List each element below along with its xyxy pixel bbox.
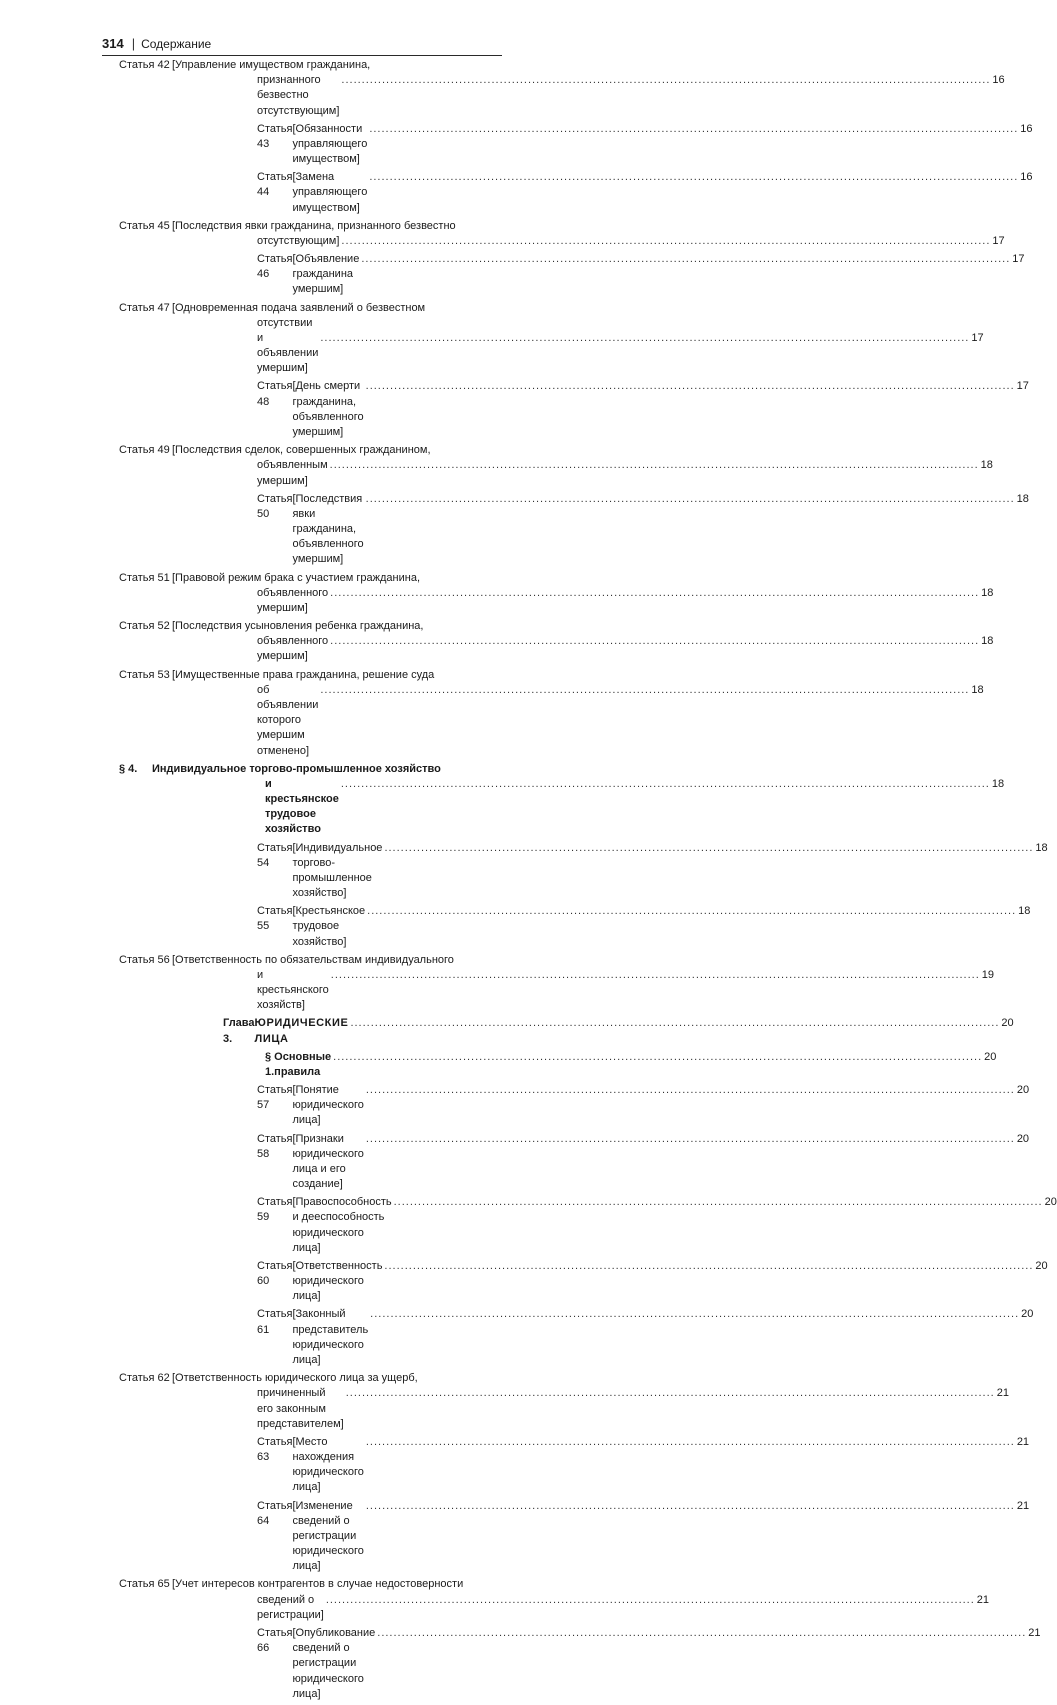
entry-page-number: 21 [976,1593,990,1606]
entry-label: Статья 48 [257,380,293,408]
dot-leader [341,777,990,792]
entry-last-line [257,492,1029,568]
entry-page-number: 18 [1016,492,1029,505]
dot-leader [367,904,1016,919]
entry-line [119,619,502,634]
entry-page-number: 17 [992,234,1005,247]
entry-page-number: 20 [984,1050,997,1063]
entry-last-line [257,1499,1030,1575]
toc-article-entry [102,904,1031,950]
entry-page-number: 20 [1016,1132,1030,1145]
entry-page-number: 18 [971,683,984,696]
toc-article-entry [102,58,1005,119]
entry-label: Статья 50 [257,492,293,520]
dot-leader [330,586,979,601]
entry-last-line [257,904,1031,950]
dot-leader [366,1083,1015,1098]
dot-leader [330,458,979,473]
page-number: 314 [102,36,124,51]
entry-title-text: [Последствия явки гражданина, признанного безвестно [172,219,456,232]
entry-title-text: причиненный его законным представителем] [257,1387,344,1430]
entry-title-text: объявленного умершим] [257,586,329,614]
entry-label: Статья 42 [119,59,170,71]
entry-label: Статья 59 [257,1196,293,1224]
entry-label: Статья 64 [257,1499,293,1527]
entry-last-line [257,1259,1048,1305]
dot-leader [384,1259,1033,1274]
entry-last-line [257,379,1029,440]
entry-title-text: [Последствия явки гражданина, объявленного умершим] [292,492,364,566]
entry-title-text: [Опубликование сведений о регистрации юридического лица] [292,1626,376,1700]
entry-last-line [257,234,1005,249]
entry-label: Статья 56 [119,953,170,966]
entry-line [119,443,502,458]
dot-leader [333,1050,982,1065]
entry-line [119,219,502,234]
entry-title-text: [Ответственность юридического лица] [292,1259,383,1303]
entry-title-text: [Законный представитель юридического лица] [292,1308,369,1367]
entry-last-line [257,683,984,759]
entry-page-number: 21 [1016,1499,1030,1512]
entry-title-text: объявленного умершим] [257,635,329,663]
entry-page-number: 18 [981,586,994,599]
entry-title-text: [Крестьянское трудовое хозяйство] [292,905,366,948]
entry-label: Статья 66 [257,1626,293,1655]
entry-page-number: 18 [981,635,994,648]
entry-page-number: 16 [1020,171,1033,184]
entry-last-line [257,170,1033,216]
entry-title-text: [Замена управляющего имуществом] [292,171,368,214]
entry-page-number: 17 [1016,380,1029,393]
dot-leader [369,170,1018,185]
entry-title-text: [Последствия сделок, совершенных гражданином, [172,444,431,457]
entry-label: Статья 57 [257,1084,293,1112]
entry-title-text: и крестьянское трудовое хозяйство [265,777,339,836]
dot-leader [366,1132,1015,1147]
entry-label: Статья 45 [119,219,170,232]
entry-title-text: [Понятие юридического лица] [292,1084,364,1127]
entry-line [119,953,502,968]
entry-title-text: объявленным умершим] [257,459,328,487]
entry-last-line [265,777,1005,838]
entry-last-line [257,968,995,1014]
entry-label: Статья 55 [257,905,293,933]
entry-title-text: ЮРИДИЧЕСКИЕ ЛИЦА [254,1017,349,1045]
entry-title-text: и объявлении умершим] [257,331,319,375]
toc-section-entry [102,1050,997,1080]
entry-label: Статья 54 [257,841,293,869]
toc-article-entry [102,252,1025,298]
entry-title-text: [Место нахождения юридического лица] [292,1435,364,1494]
toc-article-entry [102,443,993,489]
dot-leader [361,252,1010,267]
entry-page-number: 20 [1016,1084,1030,1097]
toc-article-entry [102,1307,1034,1368]
dot-leader [341,234,990,249]
entry-label: Статья 44 [257,171,293,199]
entry-page-number: 21 [1016,1435,1030,1448]
entry-title-text: [Правоспособность и дееспособность юридического лица] [292,1196,392,1254]
dot-leader [394,1195,1043,1210]
entry-page-number: 17 [1012,253,1025,265]
entry-label: Статья 51 [119,571,170,584]
entry-title-text: [Правовой режим брака с участием гражданина, [172,571,421,584]
dot-leader [331,968,980,983]
entry-title-text: Индивидуальное торгово-промышленное хозяйство [152,762,441,775]
entry-page-number: 19 [981,968,995,981]
entry-title-text: [Изменение сведений о регистрации юридического лица] [292,1499,364,1573]
entry-title-text: [Одновременная подача заявлений о безвестном отсутствии [172,301,426,329]
entry-line [119,1371,502,1386]
entry-label: Статья 47 [119,301,170,314]
entry-page-number: 18 [991,777,1005,790]
toc-article-entry [102,571,994,617]
entry-last-line [257,73,1005,119]
entry-title-text: [Последствия усыновления ребенка гражданина, [172,620,424,633]
dot-leader [366,379,1015,394]
entry-last-line [257,1626,1041,1702]
entry-label: Статья 65 [119,1578,170,1591]
entry-last-line [257,1435,1030,1496]
dot-leader [366,1435,1015,1450]
toc-chapter-entry [102,1016,1014,1046]
entry-label: § 1. [265,1050,275,1078]
entry-label: Статья 49 [119,444,170,457]
entry-page-number: 20 [1021,1308,1034,1321]
toc-article-entry [102,122,1033,168]
toc-article-entry [102,1499,1030,1575]
table-of-contents [102,58,1057,1705]
dot-leader [366,492,1015,507]
entry-title-text: сведений о регистрации] [257,1593,324,1621]
entry-label: Статья 46 [257,253,293,281]
entry-last-line [257,841,1048,902]
dot-leader [346,1386,995,1401]
entry-label: Статья 43 [257,122,293,150]
entry-line [119,58,502,73]
toc-article-entry [102,1083,1030,1129]
entry-label: Статья 63 [257,1435,293,1464]
entry-last-line [257,458,993,488]
entry-page-number: 16 [992,74,1005,87]
dot-leader [366,1499,1015,1514]
entry-last-line [257,1307,1034,1368]
entry-page-number: 16 [1020,122,1033,135]
dot-leader [350,1016,999,1031]
toc-article-entry [102,1195,1057,1256]
entry-last-line [257,252,1025,298]
entry-line [119,1577,502,1592]
entry-label: Статья 62 [119,1372,170,1385]
toc-article-entry [102,1132,1030,1193]
entry-title-text: [Обязанности управляющего имуществом] [292,122,368,166]
entry-last-line [257,586,994,616]
entry-last-line [257,122,1033,168]
entry-label: Статья 58 [257,1132,293,1160]
running-title: Содержание [141,37,212,51]
running-header [102,33,502,56]
entry-last-line [257,331,984,377]
entry-label: Статья 60 [257,1259,293,1288]
entry-last-line [257,1132,1030,1193]
toc-article-entry [102,170,1033,216]
toc-article-entry [102,1371,1009,1432]
dot-leader [384,841,1033,856]
entry-line [119,571,502,586]
entry-label: § 4. [119,762,138,775]
entry-page-number: 20 [1001,1017,1014,1030]
dot-leader [330,634,979,649]
entry-title-text: признанного безвестно отсутствующим] [257,74,340,117]
toc-article-entry [102,1626,1041,1702]
toc-article-entry [102,1435,1030,1496]
entry-last-line [257,1195,1057,1256]
entry-title-text: [Учет интересов контрагентов в случае недостоверности [172,1578,464,1591]
toc-article-entry [102,668,984,759]
entry-label: Статья 52 [119,620,170,633]
entry-line [119,301,502,331]
entry-page-number: 21 [1028,1626,1041,1639]
entry-label: Глава 3. [223,1017,255,1045]
dot-leader [326,1593,975,1608]
dot-leader [320,331,969,346]
entry-last-line [223,1016,1014,1046]
entry-title-text: [Признаки юридического лица и его создание] [292,1132,364,1191]
entry-line [119,668,502,683]
dot-leader [320,683,969,698]
entry-last-line [265,1050,997,1080]
entry-title-text: [День смерти гражданина, объявленного умершим] [292,380,364,439]
entry-title-text: [Ответственность по обязательствам индивидуального [172,953,454,966]
entry-page-number: 17 [971,331,984,344]
entry-page-number: 21 [996,1387,1009,1400]
entry-page-number: 20 [1044,1196,1057,1209]
toc-article-entry [102,619,994,665]
entry-title-text: [Ответственность юридического лица за ущерб, [172,1372,418,1385]
entry-title-text: об объявлении которого умершим отменено] [257,683,319,757]
entry-title-text: Основные правила [274,1050,332,1078]
entry-page-number: 18 [1018,905,1031,918]
entry-last-line [257,1083,1030,1129]
toc-section-entry [102,762,1005,838]
dot-leader [341,73,990,88]
entry-label: Статья 61 [257,1308,293,1336]
entry-title-text: [Имущественные права гражданина, решение суда [172,668,435,681]
entry-title-text: [Объявление гражданина умершим] [292,253,360,296]
entry-page-number: 18 [1035,841,1048,854]
entry-line [119,762,502,777]
dot-leader [377,1626,1026,1641]
entry-page-number: 18 [980,459,993,472]
dot-leader [370,1307,1019,1322]
entry-title-text: [Индивидуальное торгово-промышленное хозяйство] [292,841,383,900]
entry-last-line [257,1386,1009,1432]
toc-article-entry [102,1259,1048,1305]
toc-article-entry [102,953,995,1014]
dot-leader [369,122,1018,137]
entry-title-text: и крестьянского хозяйств] [257,968,329,1012]
entry-page-number: 20 [1035,1259,1048,1272]
header-separator: | [131,36,136,51]
entry-title-text: отсутствующим] [257,234,340,247]
entry-last-line [257,634,994,664]
entry-last-line [257,1593,990,1623]
toc-article-entry [102,492,1029,568]
toc-article-entry [102,841,1048,902]
toc-article-entry [102,1577,990,1623]
entry-label: Статья 53 [119,668,170,681]
entry-title-text: [Управление имуществом гражданина, [172,59,371,71]
toc-article-entry [102,379,1029,440]
toc-article-entry [102,219,1005,249]
toc-article-entry [102,301,984,377]
